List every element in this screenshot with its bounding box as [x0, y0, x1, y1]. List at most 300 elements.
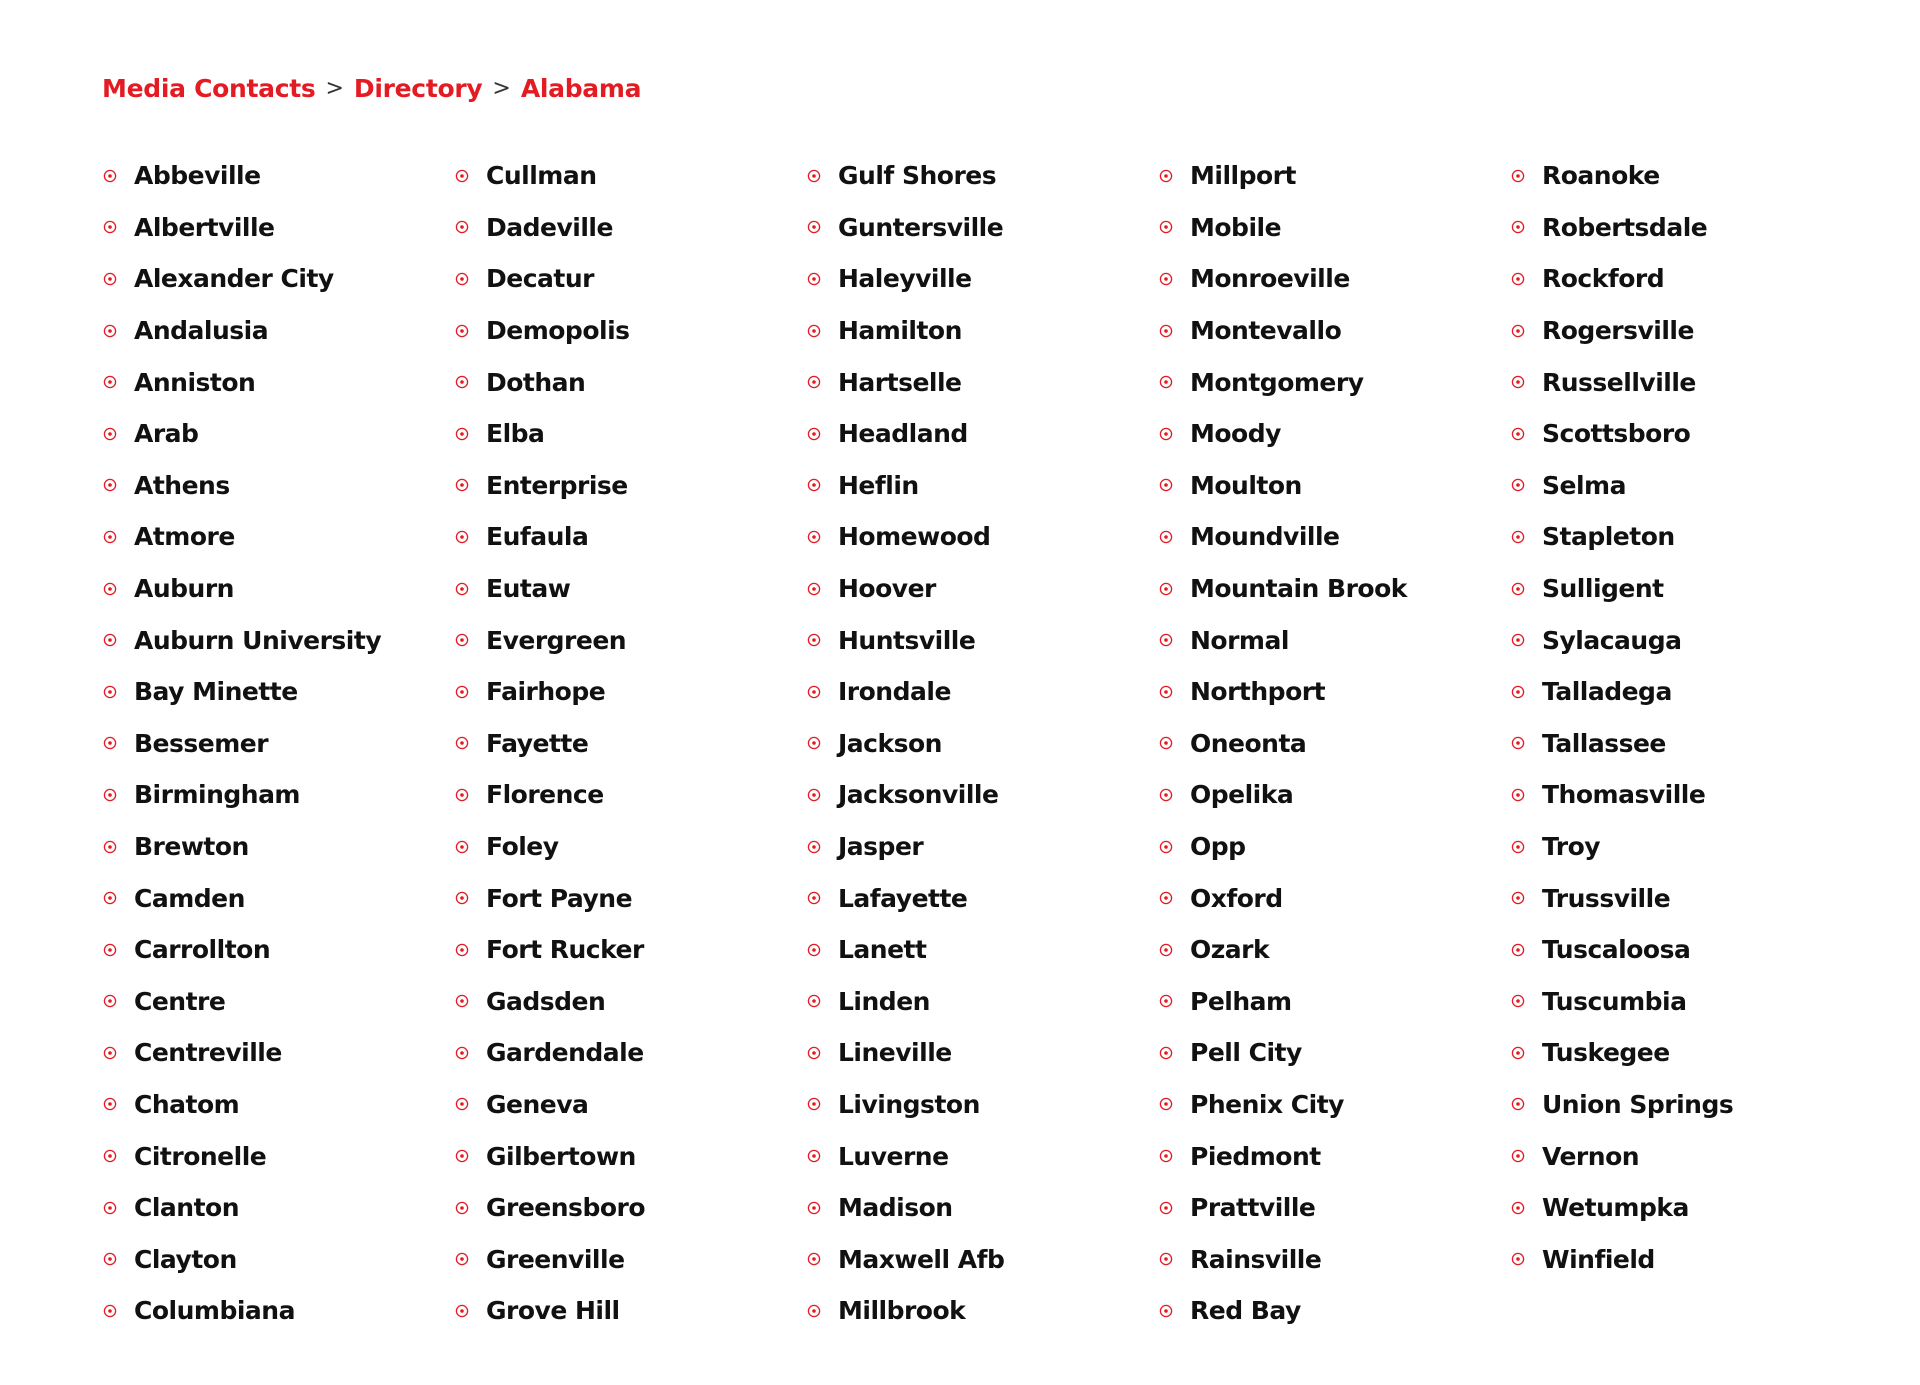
map-pin-icon [806, 1045, 822, 1061]
map-pin-icon [1158, 426, 1174, 442]
city-link[interactable] [102, 563, 454, 615]
city-link[interactable] [454, 976, 806, 1028]
city-link[interactable] [806, 614, 1158, 666]
city-label: Citronelle [134, 1141, 267, 1171]
city-label: Russellville [1542, 367, 1696, 397]
city-label: Piedmont [1190, 1141, 1321, 1171]
map-pin-icon [102, 426, 118, 442]
city-link[interactable] [1510, 150, 1862, 202]
city-label: Clanton [134, 1193, 240, 1223]
city-label: Northport [1190, 677, 1326, 707]
map-pin-icon [102, 839, 118, 855]
breadcrumb-separator: > [325, 75, 344, 101]
map-pin-icon [102, 942, 118, 958]
map-pin-icon [102, 168, 118, 184]
city-label: Auburn [134, 574, 234, 604]
city-label: Gadsden [486, 986, 606, 1016]
map-pin-icon [102, 684, 118, 700]
city-link[interactable] [102, 1233, 454, 1285]
city-label: Rogersville [1542, 316, 1694, 346]
map-pin-icon [1510, 839, 1526, 855]
map-pin-icon [1510, 323, 1526, 339]
city-link[interactable] [1158, 305, 1510, 357]
map-pin-icon [454, 374, 470, 390]
city-link[interactable] [454, 150, 806, 202]
city-label: Maxwell Afb [838, 1244, 1005, 1274]
city-label: Roanoke [1542, 161, 1660, 191]
city-link[interactable] [1158, 976, 1510, 1028]
city-link[interactable] [102, 614, 454, 666]
map-pin-icon [1510, 632, 1526, 648]
city-link[interactable] [102, 202, 454, 254]
map-pin-icon [102, 735, 118, 751]
map-pin-icon [1510, 942, 1526, 958]
city-link[interactable] [1158, 563, 1510, 615]
city-link[interactable] [102, 666, 454, 718]
city-label: Enterprise [486, 470, 628, 500]
city-link[interactable] [454, 1285, 806, 1337]
city-label: Auburn University [134, 625, 382, 655]
city-link[interactable] [1510, 614, 1862, 666]
city-link[interactable] [1510, 821, 1862, 873]
city-link[interactable] [102, 1079, 454, 1131]
city-link[interactable] [1510, 872, 1862, 924]
map-pin-icon [806, 529, 822, 545]
city-label: Evergreen [486, 625, 627, 655]
city-label: Moulton [1190, 470, 1302, 500]
city-label: Anniston [134, 367, 256, 397]
city-label: Albertville [134, 212, 275, 242]
city-link[interactable] [102, 511, 454, 563]
city-label: Guntersville [838, 212, 1004, 242]
city-label: Normal [1190, 625, 1289, 655]
city-label: Gulf Shores [838, 161, 997, 191]
map-pin-icon [1510, 477, 1526, 493]
city-link[interactable] [1510, 1233, 1862, 1285]
city-link[interactable] [454, 305, 806, 357]
city-link[interactable] [1510, 511, 1862, 563]
city-link[interactable] [1510, 976, 1862, 1028]
city-label: Grove Hill [486, 1296, 620, 1326]
city-label: Centre [134, 986, 226, 1016]
map-pin-icon [1510, 1200, 1526, 1216]
map-pin-icon [1510, 1096, 1526, 1112]
city-link[interactable] [806, 460, 1158, 512]
city-link[interactable] [806, 563, 1158, 615]
map-pin-icon [806, 684, 822, 700]
map-pin-icon [454, 1303, 470, 1319]
map-pin-icon [102, 1303, 118, 1319]
city-link[interactable] [454, 1182, 806, 1234]
city-link[interactable] [1510, 356, 1862, 408]
city-label: Carrollton [134, 935, 271, 965]
map-pin-icon [806, 426, 822, 442]
map-pin-icon [806, 581, 822, 597]
city-link[interactable] [454, 1027, 806, 1079]
city-label: Elba [486, 419, 545, 449]
city-link[interactable] [1510, 1182, 1862, 1234]
city-label: Jacksonville [838, 780, 999, 810]
city-link[interactable] [1158, 769, 1510, 821]
map-pin-icon [102, 1251, 118, 1267]
city-label: Gardendale [486, 1038, 644, 1068]
map-pin-icon [1510, 1148, 1526, 1164]
map-pin-icon [806, 1148, 822, 1164]
city-label: Mountain Brook [1190, 574, 1407, 604]
city-link[interactable] [1158, 1285, 1510, 1337]
city-label: Opelika [1190, 780, 1294, 810]
city-link[interactable] [806, 821, 1158, 873]
city-link[interactable] [454, 872, 806, 924]
city-label: Huntsville [838, 625, 976, 655]
city-link[interactable] [1158, 1233, 1510, 1285]
city-label: Stapleton [1542, 522, 1675, 552]
city-link[interactable] [102, 150, 454, 202]
city-link[interactable] [102, 821, 454, 873]
map-pin-icon [1158, 1200, 1174, 1216]
map-pin-icon [454, 529, 470, 545]
city-link[interactable] [454, 769, 806, 821]
map-pin-icon [1510, 1251, 1526, 1267]
city-label: Robertsdale [1542, 212, 1708, 242]
map-pin-icon [454, 1148, 470, 1164]
city-label: Greenville [486, 1244, 625, 1274]
city-link[interactable] [806, 924, 1158, 976]
city-link[interactable] [454, 924, 806, 976]
map-pin-icon [454, 684, 470, 700]
city-label: Ozark [1190, 935, 1270, 965]
city-link[interactable] [102, 976, 454, 1028]
map-pin-icon [806, 787, 822, 803]
map-pin-icon [1158, 1303, 1174, 1319]
city-column [102, 150, 454, 1337]
map-pin-icon [102, 632, 118, 648]
breadcrumb-media-contacts[interactable]: Media Contacts [102, 73, 316, 103]
map-pin-icon [806, 323, 822, 339]
city-label: Talladega [1542, 677, 1672, 707]
map-pin-icon [1510, 581, 1526, 597]
city-link[interactable] [806, 718, 1158, 770]
city-link[interactable] [806, 1130, 1158, 1182]
map-pin-icon [454, 839, 470, 855]
city-link[interactable] [454, 253, 806, 305]
city-link[interactable] [806, 150, 1158, 202]
map-pin-icon [1158, 735, 1174, 751]
city-link[interactable] [102, 408, 454, 460]
city-link[interactable] [806, 305, 1158, 357]
city-label: Brewton [134, 832, 249, 862]
city-link[interactable] [1510, 718, 1862, 770]
map-pin-icon [102, 1200, 118, 1216]
map-pin-icon [806, 271, 822, 287]
map-pin-icon [454, 426, 470, 442]
city-link[interactable] [1158, 408, 1510, 460]
map-pin-icon [1158, 374, 1174, 390]
city-label: Tuskegee [1542, 1038, 1670, 1068]
map-pin-icon [1510, 890, 1526, 906]
map-pin-icon [1510, 271, 1526, 287]
city-link[interactable] [806, 511, 1158, 563]
city-link[interactable] [1158, 1182, 1510, 1234]
city-link[interactable] [454, 1233, 806, 1285]
city-link[interactable] [1158, 150, 1510, 202]
map-pin-icon [454, 787, 470, 803]
city-label: Arab [134, 419, 199, 449]
city-label: Sylacauga [1542, 625, 1682, 655]
city-label: Lineville [838, 1038, 952, 1068]
city-link[interactable] [806, 1182, 1158, 1234]
city-link[interactable] [1510, 666, 1862, 718]
city-link[interactable] [1158, 718, 1510, 770]
city-label: Abbeville [134, 161, 261, 191]
city-label: Dothan [486, 367, 586, 397]
city-label: Montgomery [1190, 367, 1364, 397]
map-pin-icon [806, 942, 822, 958]
map-pin-icon [454, 1200, 470, 1216]
map-pin-icon [102, 787, 118, 803]
breadcrumb-alabama[interactable]: Alabama [520, 73, 642, 103]
city-link[interactable] [1158, 460, 1510, 512]
map-pin-icon [1510, 426, 1526, 442]
map-pin-icon [806, 1303, 822, 1319]
city-label: Rainsville [1190, 1244, 1322, 1274]
map-pin-icon [1158, 323, 1174, 339]
city-link[interactable] [806, 253, 1158, 305]
city-link[interactable] [1158, 1130, 1510, 1182]
city-link[interactable] [102, 1182, 454, 1234]
city-column [806, 150, 1158, 1337]
city-label: Vernon [1542, 1141, 1640, 1171]
city-label: Union Springs [1542, 1089, 1734, 1119]
map-pin-icon [1510, 219, 1526, 235]
city-directory-list [102, 150, 1862, 1337]
city-link[interactable] [1158, 666, 1510, 718]
city-link[interactable] [102, 253, 454, 305]
city-link[interactable] [1158, 356, 1510, 408]
city-label: Fayette [486, 728, 589, 758]
map-pin-icon [1158, 271, 1174, 287]
city-link[interactable] [454, 511, 806, 563]
city-label: Fort Payne [486, 883, 633, 913]
city-link[interactable] [1158, 202, 1510, 254]
map-pin-icon [1158, 942, 1174, 958]
city-column [454, 150, 806, 1337]
city-column [1510, 150, 1862, 1337]
city-link[interactable] [454, 356, 806, 408]
map-pin-icon [1158, 1045, 1174, 1061]
city-link[interactable] [1510, 305, 1862, 357]
city-label: Clayton [134, 1244, 237, 1274]
city-link[interactable] [454, 666, 806, 718]
city-link[interactable] [454, 614, 806, 666]
city-link[interactable] [806, 769, 1158, 821]
map-pin-icon [102, 374, 118, 390]
city-link[interactable] [454, 563, 806, 615]
map-pin-icon [102, 323, 118, 339]
map-pin-icon [454, 890, 470, 906]
city-label: Luverne [838, 1141, 949, 1171]
city-label: Florence [486, 780, 604, 810]
map-pin-icon [806, 735, 822, 751]
city-link[interactable] [454, 460, 806, 512]
city-label: Scottsboro [1542, 419, 1691, 449]
city-link[interactable] [454, 202, 806, 254]
city-link[interactable] [1510, 563, 1862, 615]
city-label: Oneonta [1190, 728, 1307, 758]
city-link[interactable] [1158, 872, 1510, 924]
map-pin-icon [1158, 529, 1174, 545]
city-label: Pelham [1190, 986, 1292, 1016]
city-link[interactable] [806, 356, 1158, 408]
map-pin-icon [1510, 168, 1526, 184]
city-label: Camden [134, 883, 245, 913]
map-pin-icon [1158, 890, 1174, 906]
city-label: Geneva [486, 1089, 589, 1119]
map-pin-icon [1158, 684, 1174, 700]
city-link[interactable] [1158, 1027, 1510, 1079]
city-link[interactable] [454, 821, 806, 873]
city-label: Lanett [838, 935, 927, 965]
city-link[interactable] [1510, 460, 1862, 512]
city-label: Mobile [1190, 212, 1282, 242]
map-pin-icon [806, 219, 822, 235]
city-link[interactable] [1510, 253, 1862, 305]
city-link[interactable] [1510, 769, 1862, 821]
city-label: Moody [1190, 419, 1281, 449]
city-label: Bay Minette [134, 677, 298, 707]
city-label: Monroeville [1190, 264, 1350, 294]
map-pin-icon [806, 1251, 822, 1267]
map-pin-icon [102, 1148, 118, 1164]
map-pin-icon [102, 529, 118, 545]
city-link[interactable] [102, 872, 454, 924]
city-link[interactable] [102, 460, 454, 512]
city-label: Linden [838, 986, 930, 1016]
city-link[interactable] [102, 1027, 454, 1079]
map-pin-icon [1510, 735, 1526, 751]
city-label: Andalusia [134, 316, 269, 346]
city-label: Rockford [1542, 264, 1665, 294]
city-label: Hamilton [838, 316, 962, 346]
city-link[interactable] [1510, 1079, 1862, 1131]
map-pin-icon [454, 168, 470, 184]
city-label: Selma [1542, 470, 1626, 500]
city-link[interactable] [806, 976, 1158, 1028]
city-link[interactable] [806, 1079, 1158, 1131]
map-pin-icon [454, 1251, 470, 1267]
city-link[interactable] [1158, 253, 1510, 305]
city-link[interactable] [454, 1130, 806, 1182]
city-link[interactable] [806, 872, 1158, 924]
city-link[interactable] [102, 924, 454, 976]
city-column [1158, 150, 1510, 1337]
city-link[interactable] [1510, 924, 1862, 976]
city-link[interactable] [806, 1027, 1158, 1079]
map-pin-icon [102, 477, 118, 493]
map-pin-icon [454, 632, 470, 648]
city-label: Prattville [1190, 1193, 1316, 1223]
city-link[interactable] [1510, 202, 1862, 254]
city-link[interactable] [806, 666, 1158, 718]
city-link[interactable] [102, 718, 454, 770]
city-link[interactable] [102, 769, 454, 821]
city-link[interactable] [1510, 1027, 1862, 1079]
city-label: Trussville [1542, 883, 1671, 913]
city-link[interactable] [806, 408, 1158, 460]
map-pin-icon [1158, 787, 1174, 803]
city-label: Heflin [838, 470, 919, 500]
city-label: Atmore [134, 522, 235, 552]
city-link[interactable] [1158, 924, 1510, 976]
map-pin-icon [454, 942, 470, 958]
city-label: Homewood [838, 522, 991, 552]
city-label: Sulligent [1542, 574, 1664, 604]
city-label: Headland [838, 419, 968, 449]
city-link[interactable] [806, 202, 1158, 254]
map-pin-icon [806, 477, 822, 493]
city-link[interactable] [454, 718, 806, 770]
map-pin-icon [1510, 787, 1526, 803]
city-label: Birmingham [134, 780, 300, 810]
city-link[interactable] [1510, 408, 1862, 460]
city-label: Tallassee [1542, 728, 1666, 758]
city-label: Decatur [486, 264, 594, 294]
breadcrumb-directory[interactable]: Directory [353, 73, 483, 103]
map-pin-icon [102, 271, 118, 287]
city-link[interactable] [1158, 614, 1510, 666]
city-link[interactable] [1158, 821, 1510, 873]
city-label: Demopolis [486, 316, 630, 346]
map-pin-icon [1158, 1251, 1174, 1267]
map-pin-icon [454, 271, 470, 287]
map-pin-icon [102, 890, 118, 906]
city-label: Wetumpka [1542, 1193, 1689, 1223]
city-link[interactable] [806, 1233, 1158, 1285]
city-link[interactable] [102, 1285, 454, 1337]
city-label: Pell City [1190, 1038, 1302, 1068]
map-pin-icon [1158, 581, 1174, 597]
city-link[interactable] [454, 1079, 806, 1131]
city-link[interactable] [454, 408, 806, 460]
city-link[interactable] [102, 356, 454, 408]
city-label: Montevallo [1190, 316, 1342, 346]
city-link[interactable] [102, 1130, 454, 1182]
map-pin-icon [1158, 219, 1174, 235]
breadcrumb-separator: > [492, 75, 511, 101]
map-pin-icon [1510, 374, 1526, 390]
city-link[interactable] [806, 1285, 1158, 1337]
city-label: Greensboro [486, 1193, 646, 1223]
city-label: Opp [1190, 832, 1246, 862]
city-label: Gilbertown [486, 1141, 636, 1171]
city-link[interactable] [102, 305, 454, 357]
city-link[interactable] [1158, 1079, 1510, 1131]
city-label: Oxford [1190, 883, 1283, 913]
map-pin-icon [454, 323, 470, 339]
city-label: Eufaula [486, 522, 589, 552]
map-pin-icon [1158, 839, 1174, 855]
map-pin-icon [1158, 1148, 1174, 1164]
city-link[interactable] [1510, 1130, 1862, 1182]
map-pin-icon [102, 581, 118, 597]
map-pin-icon [806, 168, 822, 184]
map-pin-icon [454, 219, 470, 235]
city-label: Phenix City [1190, 1089, 1344, 1119]
map-pin-icon [102, 993, 118, 1009]
city-label: Haleyville [838, 264, 972, 294]
city-link[interactable] [1158, 511, 1510, 563]
map-pin-icon [806, 632, 822, 648]
